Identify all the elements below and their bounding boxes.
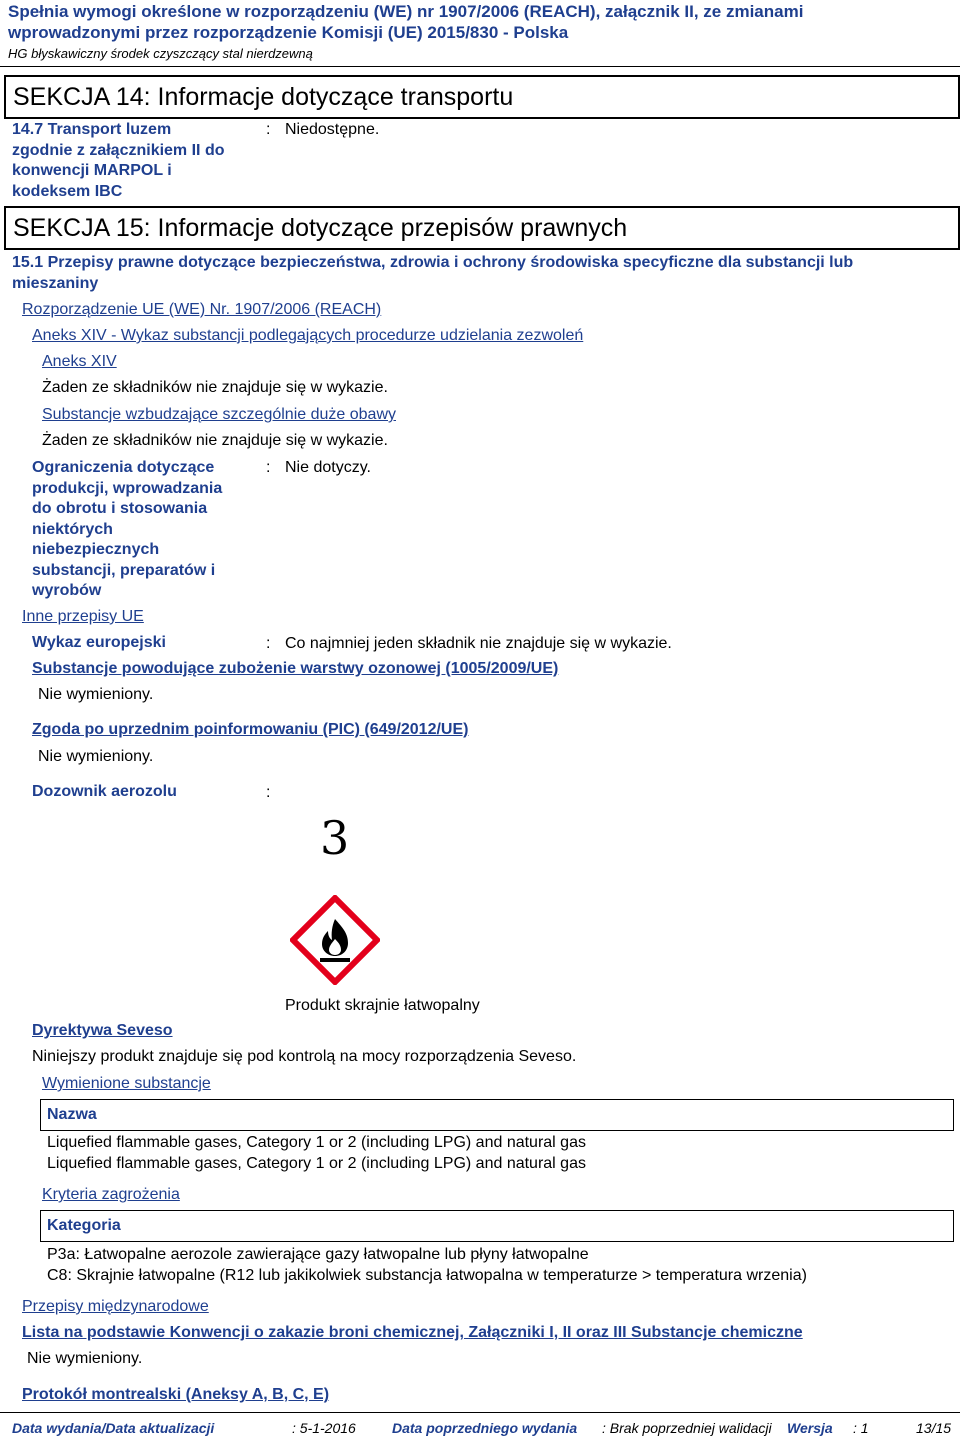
footer-page-number: 13/15 bbox=[916, 1420, 952, 1436]
footer-version-label: Wersja bbox=[787, 1420, 833, 1436]
restrictions-label-line: produkcji, wprowadzania bbox=[32, 479, 223, 497]
hazard-table-header: Kategoria bbox=[47, 1217, 121, 1234]
footer-version-value: : 1 bbox=[853, 1420, 869, 1436]
section14-title-box bbox=[4, 75, 960, 119]
aerosol-colon: : bbox=[266, 784, 271, 801]
eu-inventory-value: Co najmniej jeden składnik nie znajduje się w wykazie. bbox=[285, 635, 672, 652]
restrictions-label-line: Ograniczenia dotyczące bbox=[32, 459, 215, 476]
bulk-transport-label-line: kodeksem IBC bbox=[12, 182, 123, 200]
hazard-criteria-heading: Kryteria zagrożenia bbox=[42, 1186, 180, 1203]
seveso-text: Niniejszy produkt znajduje się pod kontrolą na mocy rozporządzenia Seveso. bbox=[32, 1048, 577, 1065]
restrictions-label-line: substancji, preparatów i bbox=[32, 561, 216, 579]
other-eu-heading: Inne przepisy UE bbox=[22, 608, 144, 625]
ozone-text: Nie wymieniony. bbox=[38, 686, 154, 703]
aerosol-category-number: 3 bbox=[320, 811, 350, 865]
annex14-subheading: Aneks XIV bbox=[42, 353, 117, 370]
restrictions-label-line: do obrotu i stosowania bbox=[32, 500, 208, 517]
footer-issue-value: : 5-1-2016 bbox=[292, 1420, 356, 1436]
restrictions-label bbox=[32, 458, 222, 602]
restrictions-value: Nie dotyczy. bbox=[285, 459, 371, 476]
bulk-transport-value: Niedostępne. bbox=[285, 121, 380, 138]
section15-title: SEKCJA 15: Informacje dotyczące przepisów prawnych bbox=[13, 214, 628, 242]
svhc-heading: Substancje wzbudzające szczególnie duże obawy bbox=[42, 406, 396, 423]
table-row: Liquefied flammable gases, Category 1 or 2 (including LPG) and natural gas bbox=[47, 1134, 586, 1151]
bulk-transport-label-line: 14.7 Transport luzem bbox=[12, 121, 172, 138]
restrictions-label-line: niebezpiecznych bbox=[32, 541, 160, 558]
pic-text: Nie wymieniony. bbox=[38, 748, 154, 765]
cwc-heading: Lista na podstawie Konwencji o zakazie broni chemicznej, Załączniki I, II oraz III Substancje chemiczne bbox=[22, 1324, 803, 1341]
table-row: P3a: Łatwopalne aerozole zawierające gazy łatwopalne lub płyny łatwopalne bbox=[47, 1246, 589, 1263]
named-table-header-box bbox=[40, 1099, 954, 1131]
seveso-heading: Dyrektywa Seveso bbox=[32, 1022, 173, 1039]
bulk-transport-label-line: zgodnie z załącznikiem II do bbox=[12, 141, 225, 159]
annex14-heading: Aneks XIV - Wykaz substancji podlegających procedurze udzielania zezwoleń bbox=[32, 327, 584, 344]
table-row: Liquefied flammable gases, Category 1 or 2 (including LPG) and natural gas bbox=[47, 1155, 586, 1172]
named-substances-heading: Wymienione substancje bbox=[42, 1075, 211, 1092]
subsection-15-1-line1: 15.1 Przepisy prawne dotyczące bezpieczeństwa, zdrowia i ochrony środowiska specyficzne dla substancji lub bbox=[12, 254, 854, 271]
svhc-text: Żaden ze składników nie znajduje się w wykazie. bbox=[42, 432, 388, 449]
bulk-transport-colon: : bbox=[266, 121, 271, 138]
ozone-heading: Substancje powodujące zubożenie warstwy ozonowej (1005/2009/UE) bbox=[32, 660, 559, 677]
bulk-transport-label-line: konwencji MARPOL i bbox=[12, 162, 172, 179]
section15-title-box bbox=[4, 206, 960, 250]
section14-title: SEKCJA 14: Informacje dotyczące transportu bbox=[13, 83, 514, 111]
hazard-table-header-box bbox=[40, 1210, 954, 1242]
restrictions-label-line: wyrobów bbox=[32, 582, 102, 599]
annex14-text: Żaden ze składników nie znajduje się w wykazie. bbox=[42, 379, 388, 396]
montreal-heading: Protokół montrealski (Aneksy A, B, C, E) bbox=[22, 1386, 330, 1403]
pic-heading: Zgoda po uprzednim poinformowaniu (PIC) (649/2012/UE) bbox=[32, 721, 469, 738]
eu-inventory-label: Wykaz europejski bbox=[32, 634, 166, 651]
document-title-line2: wprowadzonymi przez rozporządzenie Komisji (UE) 2015/830 - Polska bbox=[8, 23, 569, 42]
aerosol-caption: Produkt skrajnie łatwopalny bbox=[285, 997, 480, 1014]
restrictions-label-line: niektórych bbox=[32, 520, 113, 538]
reach-heading: Rozporządzenie UE (WE) Nr. 1907/2006 (REACH) bbox=[22, 301, 382, 318]
aerosol-label: Dozownik aerozolu bbox=[32, 783, 177, 800]
bulk-transport-label bbox=[12, 120, 224, 202]
eu-inventory-colon: : bbox=[266, 635, 271, 652]
product-name: HG błyskawiczny środek czyszczący stal nierdzewną bbox=[8, 46, 313, 61]
cwc-text: Nie wymieniony. bbox=[27, 1350, 143, 1367]
document-title-line1: Spełnia wymogi określone w rozporządzeniu (WE) nr 1907/2006 (REACH), załącznik II, ze zmianami bbox=[8, 2, 804, 21]
ghs-flame-pictogram-icon bbox=[290, 895, 380, 985]
footer-divider bbox=[0, 1412, 960, 1413]
named-table-header: Nazwa bbox=[47, 1106, 97, 1123]
footer-issue-label: Data wydania/Data aktualizacji bbox=[12, 1420, 215, 1436]
footer-prev-value: : Brak poprzedniej walidacji bbox=[602, 1420, 772, 1436]
subsection-15-1-line2: mieszaniny bbox=[12, 275, 99, 292]
footer-prev-label: Data poprzedniego wydania bbox=[392, 1420, 578, 1436]
restrictions-colon: : bbox=[266, 459, 271, 476]
header-divider bbox=[0, 66, 960, 67]
international-regulations-heading: Przepisy międzynarodowe bbox=[22, 1298, 209, 1315]
table-row: C8: Skrajnie łatwopalne (R12 lub jakikolwiek substancja łatwopalna w temperaturze > temperatura wrzenia) bbox=[47, 1267, 807, 1284]
